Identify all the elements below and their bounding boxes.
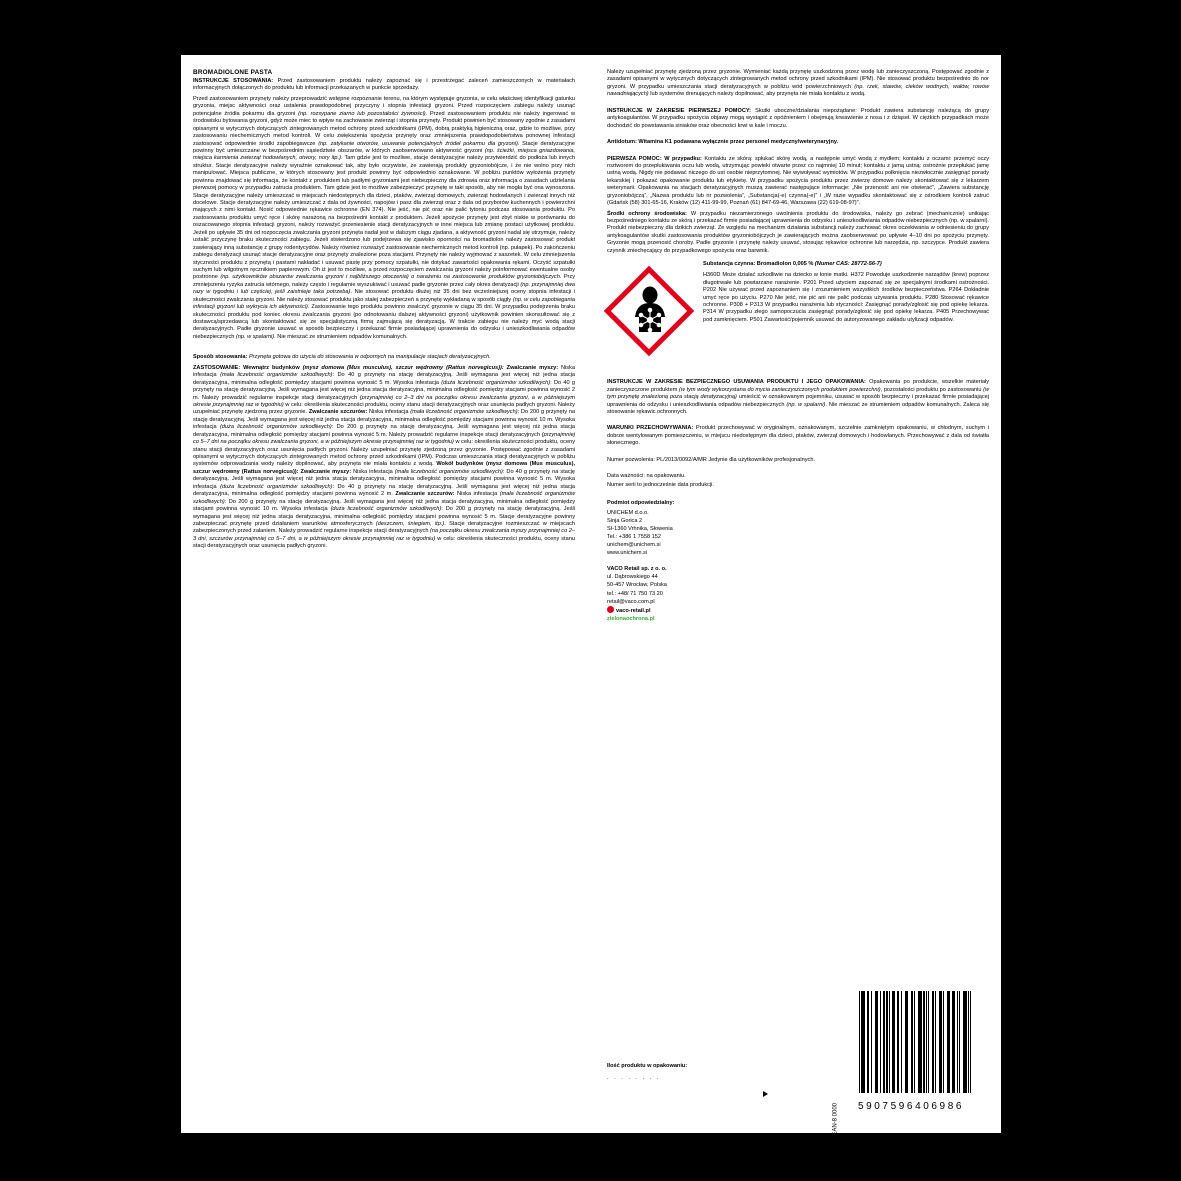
vaco-website[interactable]: vaco-retail.pl <box>616 607 651 614</box>
instructions-paragraph <box>193 78 575 93</box>
unichem-tel: Tel.: +386 1 7558 152 <box>607 533 661 540</box>
outside-mice-high-text: : Do 40 g przynęty na stację deratyzacyjną. Jeśli wymagana jest więcej niż jedna stacja deratyzacyjna, minimalna odległość pomiędzy stacjami powinna wynosić 2 m. <box>193 483 576 498</box>
permit-paragraph: Numer pozwolenia: PL/2013/0092/A/MR Jedynie dla użytkowników profesjonalnych. <box>607 456 816 463</box>
station-placement-rest: . Tam gdzie jest to możliwe, stacje deratyzacyjne należy przytwierdzić do podłoża lub innych struktur. Stacje deratyzacyjne należy wyraźnie oznakować tak, aby było oczywiste, że zawierają produkty gryzoniobójcze, i że nie wolno przy nich manipulować. Miejsca publiczne, w których stosowany jest produkt powinny być odpowiednio oznakowane. W pobliżu punktów wyłożenia przynęty powinna znajdować się informacja, że kontakt z produktem lub padłymi gryzoniami jest niebezpieczny dla zdrowia oraz informacja o zasadach udzielania pierwszej pomocy w przypadku zatrucia produktem. Tam gdzie jest to możliwe zabezpieczyć przynętę w taki sposób, aby nie mogła być ona wynoszona. Stacje deratyzacyjne należy umieszczać w miejscach niedostępnych dla dzieci, ptaków, zwierząt domowych, zwierząt hodowlanych i zwierząt innych niż docelowe. Stacje deratyzacyjne należy umieszczać z dala od żywności, napojów i pasz dla zwierząt oraz z dala od przyborów kuchennych i powierzchni mających z nimi kontakt. Nosić odpowiednie rękawice ochronne (EN 374). Nie jeść, nie pić oraz nie palić tytoniu podczas stosowania produktu. Po zastosowaniu produktu umyć ręce i skórę narażoną na bezpośredni kontakt z produktem. Jeżeli spożycie przynęty jest zbyt niskie w porównaniu do oszacowanego stopnia infestacji gryzoni, należy rozważyć przeniesienie stacji deratyzacyjnych w inne miejsca lub zmianę postaci użytkowej produktu. Jeżeli po upływie 35 dni od rozpoczęcia zwalczania gryzoni przynęta nadal jest w dalszym ciągu zjadana, a aktywność gryzoni nadal się utrzymuje, należy ustalić przyczynę braku skuteczności zabiegu. Jeżeli stwierdzono lub podejrzewa się zjawisko oporności na bromadiolon należy zastosować produkt zawierający inną substancję z grupy rodentycydów. Należy również rozważyć zastosowanie niechemicznych metod kontroli (np. pułapek). Po zakończeniu zabiegu deratyzacji usunąć stacje deratyzacyjne oraz przynęty znalezione poza stacjami. Przynęty nie należy wyjmować z saszetek. W celu zmniejszenia styczności produktu z przynętą i pastami nakładać i usuwać pastę przy pomocy szpatułki, nie dotykać zawartości opakowania rękami. Oczyść szpatułki suchym lub wilgotnym ręcznikiem papierowym. Oh iż jest to możliwe, a przed rozpoczęciem zwalczania gryzoni należy poinformować ewentualne osoby postronne <box>193 155 576 281</box>
barcode-block <box>841 991 981 1111</box>
vaco-city: 50-457 Wrocław, Polska <box>607 582 667 589</box>
unichem-name: UNICHEM d.o.o. <box>607 509 649 516</box>
outside-rats-low-text: : Do 200 g przynęty na stację deratyzacyjną. Jeśli wymagana jest więcej niż jedna stacja deratyzacyjna, minimalna odległość pomiędzy stacjami powinna wynosić 10 m. Wysoka infestacja <box>193 498 575 513</box>
spacer <box>607 369 989 379</box>
incineration-example: (np. w spalarni) <box>235 333 275 340</box>
outside-mice-low-note: (mała liczebność organizmów szkodliwych) <box>394 468 503 475</box>
first-help-heading: PIERWSZA POMOC: W przypadku: <box>607 155 702 162</box>
mice-inspection-note: (przynajmniej co 2–3 dni na początku okresu zwalczania gryzoni, a w późniejszym okresie przynajmniej raz w tygodniu) <box>193 394 575 408</box>
outside-mice-low-label: Niska infestacja <box>351 468 395 475</box>
vaco-name: VACO Retail sp. z o. o. <box>607 566 667 573</box>
unichem-street: Sinja Gorica 2 <box>607 517 643 524</box>
environment-text: W przypadku niezamierzonego uwolnienia produktu do środowiska, należy go zebrać (mechanicznie) unikając bezpośredniego kontaktu ze skórą i przekazać firmie posiadającej uprawnienia do odzysku i unieszkodliwiania odpadów niebezpiecznych (np. w spalarni). Produkt niebezpieczny dla dzikich zwierząt. Ze względu na mechanizm działania substancji należy zachować okres oczekiwania w odniesieniu do grupy antykoagulantów skutki zastosowania produktów gryzoniobójczych je zawierających można zaobserwować po upływie 4–10 dni po spożyciu przynęty. Gryzonie mogą przenosić choroby. Padłe gryzonie i przynętę należy usuwać, stosując rękawice ochronne lub narzędzia, np. szczypce. Produkt zawiera czynnik zniechęcający do przypadkowego spożycia oraz barwnik. <box>607 210 989 254</box>
water-bodies-example: (np. rzek, stawów, cieków wodnych, wałów, rowów nawadniających) <box>607 83 990 98</box>
mouse-cursor-icon <box>763 1091 768 1097</box>
bait-replacement-paragraph <box>607 69 989 99</box>
carcass-search-example: (np. przynajmniej dwa razy w tygodniu i lub częściej, jeśli zaistnieje taka potrzeba) <box>193 281 575 296</box>
spacer <box>193 344 575 354</box>
first-help-text: Kontaktu ze skórą: spłukać skórę wodą, a następnie umyć wodą z mydłem; kontaktu z oczami: przemyć oczy roztworem do przepłukiwania oczu lub wodą, utrzymując powieki otwarte przez co najmniej 10 minut; kontaktu z jamą ustną: ostrożnie przepłukać jamę ustną wodą. Nigdy nie podawać niczego do ust osobie nieprzytomnej. Nie wywoływać wymiotów. W przypadku połknięcia niezwłocznie zasięgnąć porady lekarskiej i pokazać opakowanie produktu lub etykietę. W przypadku spożycia produktu przez zwierzę domowe należy skontaktować się z lekarzem weterynarii. Opakowania na stacjach deratyzacyjnych muszą zawierać następujące informacje: „Nie przenosić ani nie otwierać”, „Zawiera substancję gryzoniobójczą”, „Nazwa produktu lub nr pozwolenia”, „Substancja(-e) czynna(-e)” i „W razie wypadku skontaktować się z ośrodkiem kontroli zatruć (Gdańsk (58) 301-65-16, Kraków (12) 411-99-99, Poznań (61) 847-69-46, Warszawa (22) 619-08-97)”. <box>607 155 989 207</box>
quantity-label: Ilość produktu w opakowaniu: <box>607 1063 688 1069</box>
duration-text: . Nie stosować produktu dłużej niż 35 dni bez wcześniejszej oceny stopnia infestacji i skuteczności zwalczania gryzoni. Nie należy stosować produktu jako stałej zabezpieczeń a przynętę wykładaną w sposób ciągły <box>193 289 576 303</box>
disposal-heading: INSTRUKCJE W ZAKRESIE BEZPIECZNEGO USUWANIA PRODUKTU I JEGO OPAKOWANIA: <box>607 379 866 386</box>
vaco-address <box>607 565 989 623</box>
storage-text: Produkt przechowywać w oryginalnym, oznakowanym, szczelnie zamkniętym opakowaniu, w chłodnym, suchym i dobrze wentylowanym pomieszczeniu, w miejscu niedostępnym dla dzieci, ptaków, zwierząt domowych i hodowlanych. Przechowywać z dala od światła słonecznego. <box>607 425 989 447</box>
station-placement-text: . Stacje deratyzacyjne powinny być umieszczane w bezpośrednim sąsiedztwie obszarów, w których zaobserwowano aktywność gryzoni <box>193 140 575 154</box>
usage-heading: Sposób stosowania: <box>193 354 248 361</box>
hazard-section <box>607 261 989 369</box>
storage-paragraph <box>607 425 989 447</box>
bystander-example: (np. użytkowników obszarów zwalczania gryzoni i najbliższego otoczenia) o narażeniu na zastosowanie produktów gryzoniobójczych <box>220 274 560 281</box>
environment-heading: Środki ochrony środowiska: <box>607 210 687 217</box>
usage-text: Przynęta gotowa do użycia do stosowania w odpornych na manipulacje stacjach deratyzacyjnych. <box>247 354 491 361</box>
batch-line: Numer serii to jednocześnie data produkcji. <box>607 482 714 489</box>
mice-high-text: : Do 40 g przynęty na stację deratyzacyjną. Jeśli wymagana jest więcej niż jedna stacja deratyzacyjna, minimalna odległość pomiędzy stacjami powinna wynosić 2 m. Należy prowadzić regularne inspekcje stacji deratyzacyjnych <box>193 379 576 401</box>
outside-mice-low-text: : Do 40 g przynęty na stację deratyzacyjną. Jeśli wymagana jest więcej niż jedna stacja deratyzacyjna, minimalna odległość pomiędzy stacjami powinna wynosić 5 m. Wysoka infestacja <box>193 468 576 490</box>
instructions-heading: INSTRUKCJE STOSOWANIA: <box>193 78 274 84</box>
substance-value: Bromadiolon 0,005 % <box>755 261 815 268</box>
disposal-note-3: (np. w spalarni) <box>786 401 826 408</box>
station-placement-example: (np. ścieżki, miejsca gniazdowania, miejsca karmienia zwierząt hodowlanych, otwory, nory itp.) <box>193 147 575 162</box>
disposal-text-2: , pozostałości produktu po zastosowaniu <box>880 386 984 393</box>
mice-low-note: (mała liczebność organizmów szkodliwych) <box>220 372 333 379</box>
pre-application-example: (np. rozsypane ziarno lub pozostałości żywności) <box>298 110 426 117</box>
disposal-note-2: (w tym przynętę znalezioną poza stacją deratyzacyjną) <box>607 386 989 401</box>
antidote-text: Antidotum: Witamina K1 podawana wyłącznie przez personel medyczny/weterynaryjny. <box>607 139 839 146</box>
mice-high-note: (duża liczebność organizmów szkodliwych) <box>441 379 551 386</box>
outside-inspection-text: w celu: określenia skuteczności produktu, oceny stanu stacji deratyzacyjnych oraz usunięcia padłych gryzoni. <box>193 535 575 550</box>
vaco-logo-icon <box>607 606 614 613</box>
quantity-value: . . . . . . . . <box>607 1075 661 1081</box>
expiry-line: Data ważności: na opakowaniu. <box>607 473 686 480</box>
responsible-heading-text: Podmiot odpowiedzialny: <box>607 499 675 506</box>
rats-high-note: (duża liczebność organizmów szkodliwych) <box>219 424 332 431</box>
mice-heading: Zwalczanie myszy: <box>503 364 559 371</box>
outside-rats-high-note: (duża liczebność organizmów szkodliwych) <box>330 506 442 513</box>
vaco-email[interactable]: retail@vaco.com.pl <box>607 598 655 605</box>
first-aid-heading: INSTRUKCJE W ZAKRESIE PIERWSZEJ POMOCY: <box>607 107 752 114</box>
flood-text: . Stacje deratyzacyjne rozmieszczać w miejscach zabezpieczonych przed zalaniem. Należy prowadzić regularne inspekcje stacji deratyzacyjnych <box>193 520 575 535</box>
disposal-text-4: . Nie mieszać ze strumieniem odpadów komunalnych. Zaleca się stosowanie rękawic ochronnych. <box>607 401 989 415</box>
page-title: BROMADIOLONE PASTA <box>193 69 273 76</box>
zielonaochrona-website[interactable]: zielonaochrona.pl <box>607 615 655 622</box>
label-columns <box>193 69 990 1136</box>
outside-rats-heading: Zwalczanie szczurów: <box>392 491 455 498</box>
unichem-city: SI-1360 Vrhnika, Słowenia <box>607 525 673 532</box>
rats-heading: Zwalczanie szczurów: <box>307 409 368 416</box>
substance-label: Substancja czynna: <box>703 261 756 268</box>
application-species: (mysz domowa (Mus musculus), szczur wędrowny (Rattus norvegicus)): <box>302 364 504 371</box>
mice-low-label: Niska infestacja <box>193 364 576 379</box>
bait-replacement-end: lub systemów drenujących należy dopilnować, aby przynęta nie miała kontaktu z wodą. <box>648 91 866 98</box>
rats-inspection-note: (przynajmniej co 5–7 dni na początku okresu zwalczania gryzoni, a w późniejszym okresie przynajmniej raz w tygodniu) <box>193 431 575 446</box>
permanent-baiting-example: (np. w celu zapobiegania infestacji gryzoni lub wykrycia ich aktywności) <box>193 296 575 311</box>
application-heading: ZASTOSOWANIE: <box>193 364 241 371</box>
left-column <box>193 69 575 1119</box>
outside-rats-low-note: (mała liczebność organizmów szkodliwych) <box>193 491 576 505</box>
rats-low-note: (mała liczebność organizmów szkodliwych) <box>410 409 518 416</box>
quantity-block <box>607 1063 807 1081</box>
antidote-paragraph <box>607 139 989 146</box>
secondary-poisoning-text: . Przy zmniejszeniu ryzyka zatrucia wtórnego, należy często i regularnie wyszukiwać i usuwać padłe gryzonie przez cały okres deratyzacji <box>193 274 576 288</box>
right-column <box>607 69 990 1136</box>
outside-rats-low-label: Niska infestacja <box>454 491 500 498</box>
ean-side-code: EAN-8 0000 <box>833 1103 839 1136</box>
bait-replacement-text: Należy uzupełniać przynętę zjedzoną przez gryzonie. Wymieniać każdą przynętę uszkodzoną przez wodę lub zanieczyszczoną. Postępować zgodnie z zasadami opisanymi w wytycznych dotyczących zintegrowanych metod ochrony przed szkodnikami (IPM). Nie stosować produktu bezpośrednio do nor gryzoni. W przypadku umieszczania stacji deratyzacyjnych w pobliżu wód powierzchniowych <box>607 69 989 90</box>
barcode-image <box>859 991 971 1093</box>
disposal-text-3: umieścić w oznakowanym pojemniku, usuwać w sposób bezpieczny i przekazać firmie posiadającej uprawnienia do odzysku i unieszkodliwiania odpadów niebezpiecznych <box>607 394 989 408</box>
unichem-website[interactable]: www.unichem.si <box>607 550 648 557</box>
first-help-paragraph <box>607 156 989 208</box>
usage-paragraph <box>193 354 575 361</box>
instructions-intro: Przed zastosowaniem produktu należy zapoznać się i przestrzegać zaleceń zamieszczonych w materiałach informacyjnych dołączonych do produktu lub informacji przekazanych w punkcie sprzedaży. <box>193 78 575 92</box>
health-hazard-silhouette-icon <box>626 286 674 338</box>
outside-mice-high-note: (duża liczebność organizmów szkodliwych) <box>220 483 333 490</box>
mice-low-text: : Do 40 g przynęty na stację deratyzacyjną. Jeśli wymagana jest więcej niż jedna stacja deratyzacyjna, minimalna odległość pomiędzy stacjami powinna wynosić 5 m. Wysoka infestacja <box>193 372 576 386</box>
ghs-health-hazard-icon <box>607 269 693 355</box>
substance-cas: (Numer CAS: 28772-56-7) <box>814 261 882 268</box>
rats-high-text: : Do 200 g przynęty na stację deratyzacyjną. Jeśli wymagana jest więcej niż jedna stacja deratyzacyjna, minimalna odległość pomiędzy stacjami powinna wynosić 5 m. Należy prowadzić regularne inspekcje stacji deratyzacyjnych <box>193 424 576 438</box>
responsible-heading <box>607 499 989 507</box>
substance-line <box>703 261 989 267</box>
rats-low-text: : Do 200 g przynęty na stację deratyzacyjną. Jeśli wymagana jest więcej niż jedna stacja deratyzacyjna, minimalna odległość pomiędzy stacjami powinna wynosić 10 m. Wysoka infestacja <box>193 409 576 431</box>
outside-inspection-note: (na początku okresu zwalczania myszy przynajmniej co 2–3 dni, szczurów przynajmniej co 5–7 dni, a w późniejszym okresie przynajmniej raz w tygodniu) <box>193 528 575 542</box>
product-label-sheet <box>181 55 1001 1136</box>
rats-low-label: Niska infestacja <box>367 409 411 416</box>
efficacy-text: . Zastosowanie tego produktu powinno zwalczyć gryzonie w ciągu 35 dni. W przypadku podejrzenia braku skuteczności produktu pod koniec okresu zwalczania gryzoni (po odnotowaniu dalszej aktywności gryzoni) użytkownik powinien skonsultować się z dostawcą/sprzedawcą lub skontaktować się ze specjalistyczną firmą zajmującą się deratyzacją. W trakcie zabiegu nie należy myć wodą stacji deratyzacyjnych. Padłe gryzonie usuwać w sposób bezpieczny i przekazać firmie posiadającej uprawnienia do odzysku i unieszkodliwiania odpadów niebezpiecznych <box>193 304 575 340</box>
ipm-text: . Przed zastosowaniem produktu nie należy ingerować w środowisku bytowania gryzoni, gdyż może miec to wpływ na zachowanie zwierząt i stopnia przynęty. Produkt powinien być stosowany zgodnie z zasadami opisanymi w wytycznych dotyczących zintegrowanych metod ochrony przed szkodnikami (IPM), dobrą praktyką higieniczną oraz, gdzie to możliwe, przy zastosowaniu niechemicznych metod kontroli. W celu zwiększenia spożycia przynęty oraz zmniejszenia prawdopodobieństwa ponownej infestacji zastosować odpowiednie środki zapobiegawcze <box>193 110 575 147</box>
outside-rats-high-text: : Do 200 g przynęty na stację deratyzacyjną. Jeśli wymagana jest więcej niż jedna stacja deratyzacyjna, minimalna odległość pomiędzy stacjami powinna wynosić 5 m. Stacje deratyzacyjne powinny zabezpieczać przynętę przed działaniem warunków atmosferycznych <box>193 506 575 527</box>
storage-heading: WARUNKI PRZECHOWYWANIA: <box>607 425 694 432</box>
barcode-digits: 5907596406986 <box>857 1101 965 1112</box>
disposal-paragraph <box>607 379 989 416</box>
outside-heading: Wokół budynków (mysz domowa (Mus musculus), szczur wędrowny (Rattus norvegicus)): Zwalczanie myszy: <box>193 461 575 475</box>
prevention-example: (np. zatykanie otworów, usuwanie potencjalnych źródeł pokarmu dla gryzoni) <box>318 140 518 147</box>
pre-application-paragraph <box>193 96 575 341</box>
application-paragraph <box>193 365 575 551</box>
pre-application-text: Przed zastosowaniem przynęty należy przeprowadzić wstępne rozpoznanie terenu, na którym występuje gryzonia, w celu właściwej identyfikacji gatunku gryzonia, miejsc aktywności oraz ustalenia prawdopodobnej przyczyny i stopnia infestacji gryzoni. Przed rozpoczęciem zabiegu należy usunąć potencjalne źródła pokarmu dla gryzoni <box>193 95 575 117</box>
hazard-text-block <box>703 261 989 324</box>
unichem-email[interactable]: unichem@unichem.si <box>607 542 661 549</box>
rats-inspection-text: w celu: określenia skuteczności produktu, oceny stanu stacji deratyzacyjnych oraz usunięcia padłych gryzoni. Należy uzupełniać przynętę zjedzoną przez gryzonie. Postępować zgodnie z zasadami opisanymi w wytycznych dotyczących zintegrowanych metod ochrony przed szkodnikami (IPM). Podczas umieszczania stacji deratyzacyjnych w pobliżu systemów odprowadzania wody należy dopilnować, aby przynęta nie miała kontaktu z wodą. <box>193 439 575 468</box>
first-aid-text: Skutki uboczne/działania niepożądane: Produkt zawiera substancję należącą do grupy antykoagulantów. W przypadku spożycia objawy mogą wystąpić z opóźnieniem i obejmują krwawienie z nosa i z dziąseł. W ciężkich przypadkach może dochodzić do powstawania siniaków oraz obecności krwi w kale i moczu. <box>607 107 989 129</box>
vaco-tel: tel.: +48/ 71 750 73 20 <box>607 590 663 597</box>
first-aid-paragraph <box>607 108 989 130</box>
application-scope: Wewnątrz budynków <box>240 364 303 371</box>
waste-text: . Nie mieszać ze strumieniem odpadów komunalnych. <box>274 333 408 340</box>
vaco-street: ul. Dąbrowskiego 44 <box>607 574 658 581</box>
environment-paragraph <box>607 211 989 256</box>
disposal-text: Opakowania po produkcie, wszelkie materiały zanieczyszczone produktem <box>607 379 989 393</box>
hazard-statements: H360D Może działać szkodliwie na dziecko w łonie matki. H372 Powoduje uszkodzenie narządów (krew) poprzez długotrwałe lub powtarzane narażenie. P201 Przed użyciem zapoznać się ze specjalnymi środkami ostrożności. P202 Nie używać przed zapoznaniem się i zrozumieniem wszystkich środków bezpieczeństwa. P264 Dokładnie umyć ręce po użyciu. P270 Nie jeść, nie pić ani nie palić podczas używania produktu. P280 Stosować rękawice ochronne. P308 + P313 W przypadku narażenia lub styczności: Zasięgnąć porady/zgłosić się pod opiekę lekarza. P314 W przypadku złego samopoczucia zasięgnąć porady/zgłosić się pod opiekę lekarza. P405 Przechowywać pod zamknięciem. P501 Zawartość/pojemnik usuwać do autoryzowanego zakładu utylizacji odpadów. <box>703 272 989 323</box>
mice-inspection-text: w celu: określenia skuteczności produktu, oceny stanu stacji deratyzacyjnych oraz usunięcia padłych gryzoni. Należy uzupełniać przynętę zjedzoną przez gryzonie. <box>193 401 575 416</box>
weather-note: (deszczem, śniegiem, itp.) <box>375 520 445 527</box>
unichem-address <box>607 509 989 558</box>
disposal-note-1: (w tym wody wykorzystana do mycia zanieczyszczonych produktem powierzchni) <box>679 386 881 393</box>
